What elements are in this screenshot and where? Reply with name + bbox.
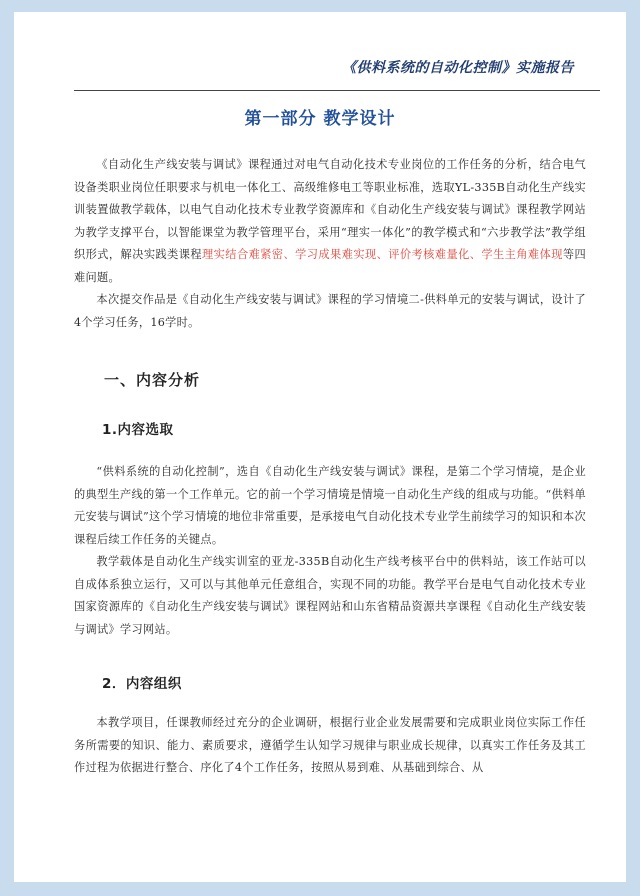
intro-p1-ending: 等四难问题。 bbox=[74, 248, 586, 284]
part-title: 第一部分 教学设计 bbox=[244, 109, 396, 129]
content-organization-paragraphs bbox=[74, 712, 586, 780]
document-page bbox=[14, 12, 626, 882]
content-selection-paragraphs bbox=[74, 461, 586, 641]
report-header-title: 《供料系统的自动化控制》实施报告 bbox=[342, 60, 574, 76]
intro-paragraphs bbox=[74, 154, 586, 334]
intro-paragraph-2: 本次提交作品是《自动化生产线安装与调试》课程的学习情境二-供料单元的安装与调试，设计了4个学习任务，16学时。 bbox=[74, 293, 586, 329]
content-selection-paragraph-1: “供料系统的自动化控制”，选自《自动化生产线安装与调试》课程，是第二个学习情境，是企业的典型生产线的第一个工作单元。它的前一个学习情境是情境一自动化生产线的组成与功能。“供料单元安装与调试”这个学习情境的地位非常重要，是承接电气自动化技术专业学生前续学习的知识和本次课程后续工作任务的关键点。 bbox=[74, 465, 586, 546]
subsection-heading-content-selection: 1.内容选取 bbox=[102, 422, 174, 438]
intro-paragraph-1 bbox=[74, 154, 586, 289]
content-organization-paragraph-1: 本教学项目，任课教师经过充分的企业调研，根据行业企业发展需要和完成职业岗位实际工作任务所需要的知识、能力、素质要求，遵循学生认知学习规律与职业成长规律，以真实工作任务及其工作过程为依据进行整合、序化了4个工作任务，按照从易到难、从基础到综合、从 bbox=[74, 716, 586, 774]
subsection-heading-content-organization: 2．内容组织 bbox=[102, 676, 182, 692]
content-selection-paragraph-2: 教学载体是自动化生产线实训室的亚龙-335B自动化生产线考核平台中的供料站，该工作站可以自成体系独立运行，又可以与其他单元任意组合，实现不同的功能。教学平台是电气自动化技术专业国家资源库的《自动化生产线安装与调试》课程网站和山东省精品资源共享课程《自动化生产线安装与调试》学习网站。 bbox=[74, 555, 586, 636]
intro-p1-text: 《自动化生产线安装与调试》课程通过对电气自动化技术专业岗位的工作任务的分析，结合电气设备类职业岗位任职要求与机电一体化工、高级维修电工等职业标准，选取YL-335B自动化生产线实训装置做教学载体，以电气自动化技术专业教学资源库和《自动化生产线安装与调试》课程教学网站为教学支撑平台，以智能课堂为教学管理平台，采用“理实一体化”的教学模式和“六步教学法”教学组织形式，解决实践类课程 bbox=[74, 158, 586, 261]
header-divider bbox=[74, 90, 600, 91]
intro-p1-highlight: 理实结合难紧密、学习成果难实现、评价考核难量化、学生主角难体现 bbox=[202, 248, 563, 261]
section-heading-content-analysis: 一、内容分析 bbox=[104, 371, 201, 389]
